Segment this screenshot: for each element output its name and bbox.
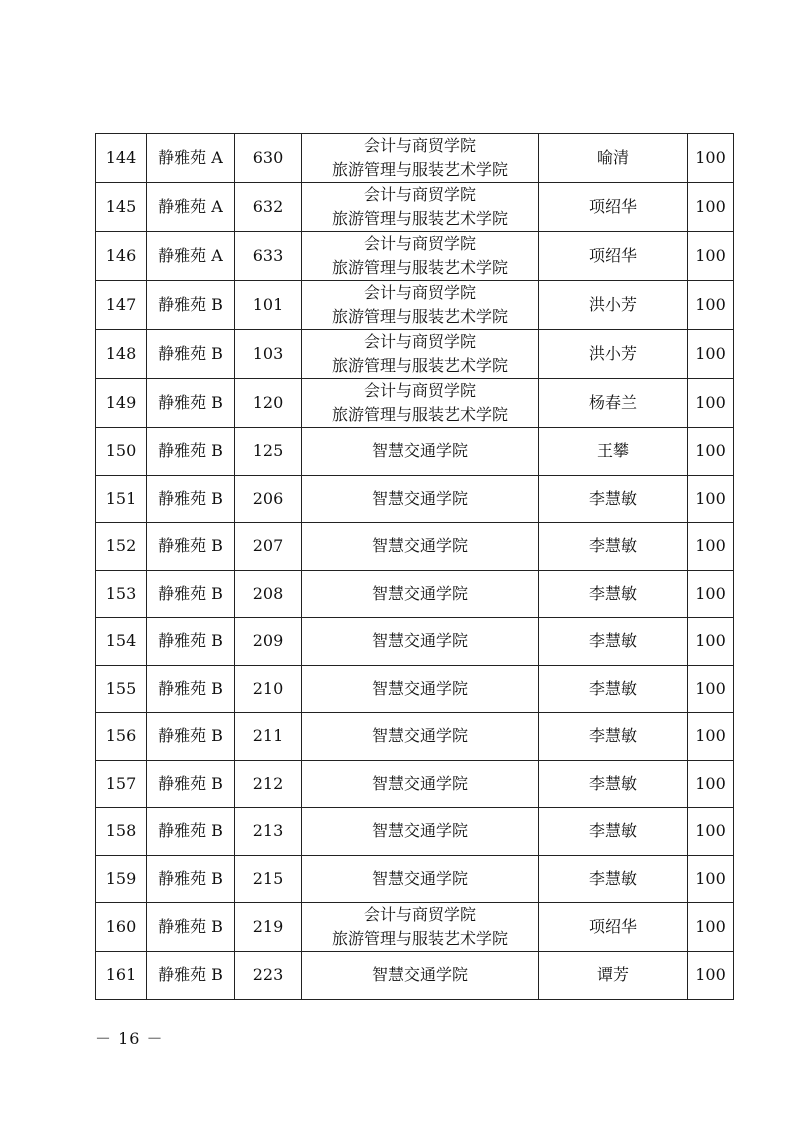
college-name-line: 会计与商贸学院	[363, 185, 476, 204]
row-number-cell: 148	[96, 330, 147, 379]
college-cell	[302, 523, 539, 571]
row-number-cell: 144	[96, 134, 147, 183]
row-number-cell: 158	[96, 808, 147, 856]
score-cell: 100	[688, 713, 734, 761]
room-cell: 215	[235, 855, 302, 903]
building-cell: 静雅苑 B	[147, 665, 235, 713]
college-name-line: 智慧交通学院	[371, 583, 468, 603]
college-cell	[302, 330, 539, 379]
score-cell: 100	[688, 760, 734, 808]
row-number-cell: 147	[96, 281, 147, 330]
table-row	[96, 760, 734, 808]
score-cell: 100	[688, 475, 734, 523]
table-row	[96, 665, 734, 713]
college-cell	[302, 570, 539, 618]
table-row	[96, 330, 734, 379]
building-cell: 静雅苑 A	[147, 134, 235, 183]
room-cell: 209	[235, 618, 302, 666]
room-cell: 101	[235, 281, 302, 330]
college-name-line: 旅游管理与服装艺术学院	[331, 307, 508, 326]
score-cell: 100	[688, 903, 734, 952]
college-name-line: 会计与商贸学院	[363, 332, 476, 351]
table-row	[96, 232, 734, 281]
building-cell: 静雅苑 B	[147, 570, 235, 618]
row-number-cell: 156	[96, 713, 147, 761]
table-row	[96, 952, 734, 1000]
college-cell	[302, 379, 539, 428]
college-name-line: 旅游管理与服装艺术学院	[331, 356, 508, 375]
table-row	[96, 475, 734, 523]
college-name-line: 旅游管理与服装艺术学院	[331, 160, 508, 179]
room-cell: 630	[235, 134, 302, 183]
score-cell: 100	[688, 618, 734, 666]
inspector-name-cell: 项绍华	[539, 903, 688, 952]
inspector-name-cell: 喻清	[539, 134, 688, 183]
college-cell	[302, 475, 539, 523]
table-row	[96, 134, 734, 183]
score-cell: 100	[688, 232, 734, 281]
row-number-cell: 157	[96, 760, 147, 808]
room-cell: 125	[235, 428, 302, 476]
score-cell: 100	[688, 855, 734, 903]
row-number-cell: 152	[96, 523, 147, 571]
college-name-line: 智慧交通学院	[371, 678, 468, 698]
row-number-cell: 153	[96, 570, 147, 618]
building-cell: 静雅苑 B	[147, 903, 235, 952]
college-name-line: 旅游管理与服装艺术学院	[331, 209, 508, 228]
building-cell: 静雅苑 B	[147, 713, 235, 761]
table-row	[96, 523, 734, 571]
college-cell	[302, 760, 539, 808]
table-row	[96, 618, 734, 666]
building-cell: 静雅苑 B	[147, 760, 235, 808]
room-cell: 633	[235, 232, 302, 281]
college-name-line: 智慧交通学院	[371, 441, 468, 461]
building-cell: 静雅苑 A	[147, 183, 235, 232]
row-number-cell: 145	[96, 183, 147, 232]
inspector-name-cell: 李慧敏	[539, 665, 688, 713]
room-cell: 210	[235, 665, 302, 713]
college-name-line: 智慧交通学院	[371, 631, 468, 651]
table-row	[96, 903, 734, 952]
inspector-name-cell: 李慧敏	[539, 760, 688, 808]
room-cell: 223	[235, 952, 302, 1000]
row-number-cell: 159	[96, 855, 147, 903]
college-cell	[302, 903, 539, 952]
table-row	[96, 183, 734, 232]
inspector-name-cell: 李慧敏	[539, 475, 688, 523]
room-cell: 211	[235, 713, 302, 761]
college-name-line: 智慧交通学院	[371, 536, 468, 556]
building-cell: 静雅苑 B	[147, 952, 235, 1000]
college-name-line: 旅游管理与服装艺术学院	[331, 929, 508, 948]
score-cell: 100	[688, 281, 734, 330]
score-cell: 100	[688, 379, 734, 428]
building-cell: 静雅苑 B	[147, 475, 235, 523]
room-cell: 212	[235, 760, 302, 808]
college-cell	[302, 232, 539, 281]
building-cell: 静雅苑 B	[147, 618, 235, 666]
college-cell	[302, 855, 539, 903]
room-cell: 120	[235, 379, 302, 428]
row-number-cell: 149	[96, 379, 147, 428]
college-name-line: 会计与商贸学院	[363, 283, 476, 302]
building-cell: 静雅苑 B	[147, 379, 235, 428]
inspector-name-cell: 洪小芳	[539, 330, 688, 379]
college-name-line: 智慧交通学院	[371, 726, 468, 746]
score-cell: 100	[688, 523, 734, 571]
room-cell: 219	[235, 903, 302, 952]
college-name-line: 旅游管理与服装艺术学院	[331, 258, 508, 277]
building-cell: 静雅苑 B	[147, 330, 235, 379]
college-cell	[302, 618, 539, 666]
table-row	[96, 379, 734, 428]
room-cell: 206	[235, 475, 302, 523]
college-cell	[302, 428, 539, 476]
inspector-name-cell: 李慧敏	[539, 570, 688, 618]
score-cell: 100	[688, 808, 734, 856]
table-row	[96, 713, 734, 761]
table-row	[96, 855, 734, 903]
college-cell	[302, 808, 539, 856]
table-row	[96, 428, 734, 476]
inspector-name-cell: 项绍华	[539, 183, 688, 232]
inspector-name-cell: 李慧敏	[539, 713, 688, 761]
score-cell: 100	[688, 428, 734, 476]
inspector-name-cell: 谭芳	[539, 952, 688, 1000]
building-cell: 静雅苑 A	[147, 232, 235, 281]
college-name-line: 会计与商贸学院	[363, 381, 476, 400]
inspector-name-cell: 李慧敏	[539, 808, 688, 856]
row-number-cell: 146	[96, 232, 147, 281]
inspector-name-cell: 项绍华	[539, 232, 688, 281]
college-name-line: 会计与商贸学院	[363, 136, 476, 155]
college-cell	[302, 134, 539, 183]
room-cell: 208	[235, 570, 302, 618]
page-number: － 16 －	[95, 1029, 164, 1048]
college-name-line: 智慧交通学院	[371, 488, 468, 508]
score-cell: 100	[688, 330, 734, 379]
college-cell	[302, 713, 539, 761]
building-cell: 静雅苑 B	[147, 855, 235, 903]
building-cell: 静雅苑 B	[147, 808, 235, 856]
college-name-line: 智慧交通学院	[371, 821, 468, 841]
inspector-name-cell: 李慧敏	[539, 855, 688, 903]
row-number-cell: 154	[96, 618, 147, 666]
table-body	[96, 134, 734, 1000]
score-cell: 100	[688, 570, 734, 618]
score-cell: 100	[688, 952, 734, 1000]
college-cell	[302, 665, 539, 713]
college-name-line: 旅游管理与服装艺术学院	[331, 405, 508, 424]
college-name-line: 智慧交通学院	[371, 965, 468, 985]
row-number-cell: 161	[96, 952, 147, 1000]
inspector-name-cell: 王攀	[539, 428, 688, 476]
room-cell: 213	[235, 808, 302, 856]
row-number-cell: 155	[96, 665, 147, 713]
college-cell	[302, 183, 539, 232]
score-cell: 100	[688, 665, 734, 713]
dormitory-score-table	[95, 133, 734, 1000]
table-row	[96, 808, 734, 856]
building-cell: 静雅苑 B	[147, 281, 235, 330]
college-name-line: 会计与商贸学院	[363, 905, 476, 924]
score-cell: 100	[688, 183, 734, 232]
room-cell: 207	[235, 523, 302, 571]
building-cell: 静雅苑 B	[147, 523, 235, 571]
room-cell: 632	[235, 183, 302, 232]
college-name-line: 智慧交通学院	[371, 773, 468, 793]
college-cell	[302, 281, 539, 330]
inspector-name-cell: 洪小芳	[539, 281, 688, 330]
college-name-line: 智慧交通学院	[371, 868, 468, 888]
room-cell: 103	[235, 330, 302, 379]
college-name-line: 会计与商贸学院	[363, 234, 476, 253]
table-row	[96, 281, 734, 330]
inspector-name-cell: 杨春兰	[539, 379, 688, 428]
inspector-name-cell: 李慧敏	[539, 523, 688, 571]
table-row	[96, 570, 734, 618]
row-number-cell: 150	[96, 428, 147, 476]
building-cell: 静雅苑 B	[147, 428, 235, 476]
score-cell: 100	[688, 134, 734, 183]
inspector-name-cell: 李慧敏	[539, 618, 688, 666]
row-number-cell: 160	[96, 903, 147, 952]
row-number-cell: 151	[96, 475, 147, 523]
college-cell	[302, 952, 539, 1000]
